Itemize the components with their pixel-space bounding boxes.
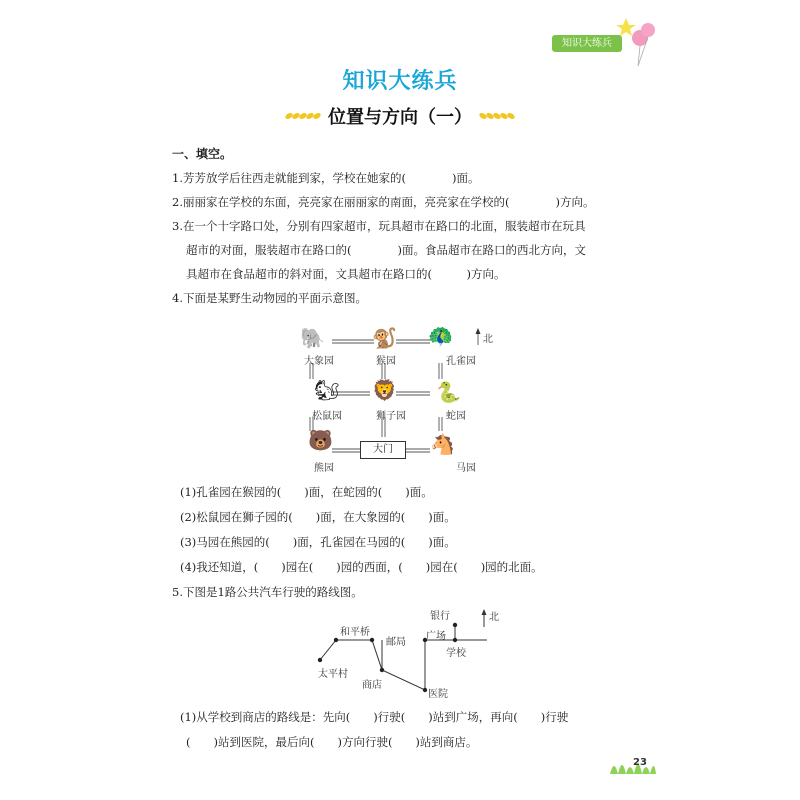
elephant-icon: 🐘 (300, 326, 325, 350)
question-4-3: (3)马园在熊园的( )面，孔雀园在马园的( )面。 (180, 535, 456, 549)
bus-stop-bank: 银行 (430, 611, 450, 622)
horse-icon: 🐴 (430, 432, 455, 456)
bus-stop-post: 邮局 (386, 637, 406, 648)
lion-icon: 🦁 (372, 378, 397, 402)
bus-stop-taiping: 太平村 (318, 669, 348, 680)
zoo-label-elephant: 大象园 (304, 356, 334, 367)
question-4: 4.下面是某野生动物园的平面示意图。 (172, 291, 367, 305)
question-3-line-3: 具超市在食品超市的斜对面，文具超市在路口的( )方向。 (186, 267, 506, 281)
north-arrow-head (476, 328, 481, 334)
question-4-1: (1)孔雀园在猴园的( )面，在蛇园的( )面。 (180, 485, 433, 499)
bus-route-lines (300, 605, 510, 700)
question-5-1-line-2: ( )站到医院，最后向( )方向行驶( )站到商店。 (186, 735, 478, 749)
question-5-1-line-1: (1)从学校到商店的路线是：先向( )行驶( )站到广场，再向( )行驶 (180, 710, 569, 724)
monkey-icon: 🐒 (372, 326, 397, 350)
question-4-2: (2)松鼠园在狮子园的( )面，在大象园的( )面。 (180, 510, 456, 524)
zoo-label-peacock: 孔雀园 (446, 356, 476, 367)
page-title: 知识大练兵 (342, 69, 458, 94)
bus-stop-heping: 和平桥 (340, 627, 370, 638)
question-2: 2.丽丽家在学校的东面，亮亮家在丽丽家的南面，亮亮家在学校的( )方向。 (172, 195, 595, 209)
question-4-4: (4)我还知道，( )园在( )园的西面，( )园在( )园的北面。 (180, 560, 543, 574)
page-number: 23 (633, 757, 647, 768)
zoo-north-label: 北 (483, 334, 493, 345)
zoo-label-bear: 熊园 (314, 463, 334, 474)
wheat-left-icon (283, 109, 323, 123)
zoo-label-snake: 蛇园 (446, 411, 466, 422)
question-3-line-2: 超市的对面，服装超市在路口的( )面。食品超市在路口的西北方向，文 (186, 243, 586, 257)
question-1: 1.芳芳放学后往西走就能到家，学校在她家的( )面。 (172, 171, 480, 185)
peacock-icon: 🦚 (428, 324, 453, 348)
header-tag: 知识大练兵 (552, 35, 622, 52)
bus-route-map (300, 605, 510, 700)
bus-stop-square: 广场 (426, 631, 446, 642)
bus-stop-hospital: 医院 (428, 689, 448, 700)
section-heading: 一、填空。 (172, 147, 233, 161)
snake-icon: 🐍 (436, 380, 461, 404)
balloons-icon (616, 12, 656, 68)
wheat-right-icon (477, 109, 517, 123)
page-subtitle: 位置与方向（一） (328, 107, 472, 128)
zoo-label-squirrel: 松鼠园 (312, 411, 342, 422)
squirrel-icon: 🐿 (314, 378, 340, 402)
zoo-gate: 大门 (360, 441, 406, 459)
subtitle-row (0, 103, 800, 129)
zoo-map (296, 325, 502, 475)
zoo-label-monkey: 猴园 (376, 356, 396, 367)
zoo-label-lion: 狮子园 (376, 411, 406, 422)
bus-north-label: 北 (489, 612, 499, 623)
bear-icon: 🐻 (308, 428, 333, 452)
bus-stop-shop: 商店 (362, 680, 382, 691)
bus-stop-school: 学校 (446, 648, 466, 659)
zoo-label-horse: 马园 (456, 463, 476, 474)
question-5: 5.下图是1路公共汽车行驶的路线图。 (172, 585, 363, 599)
question-3-line-1: 3.在一个十字路口处，分别有四家超市，玩具超市在路口的北面，服装超市在玩具 (172, 219, 586, 233)
